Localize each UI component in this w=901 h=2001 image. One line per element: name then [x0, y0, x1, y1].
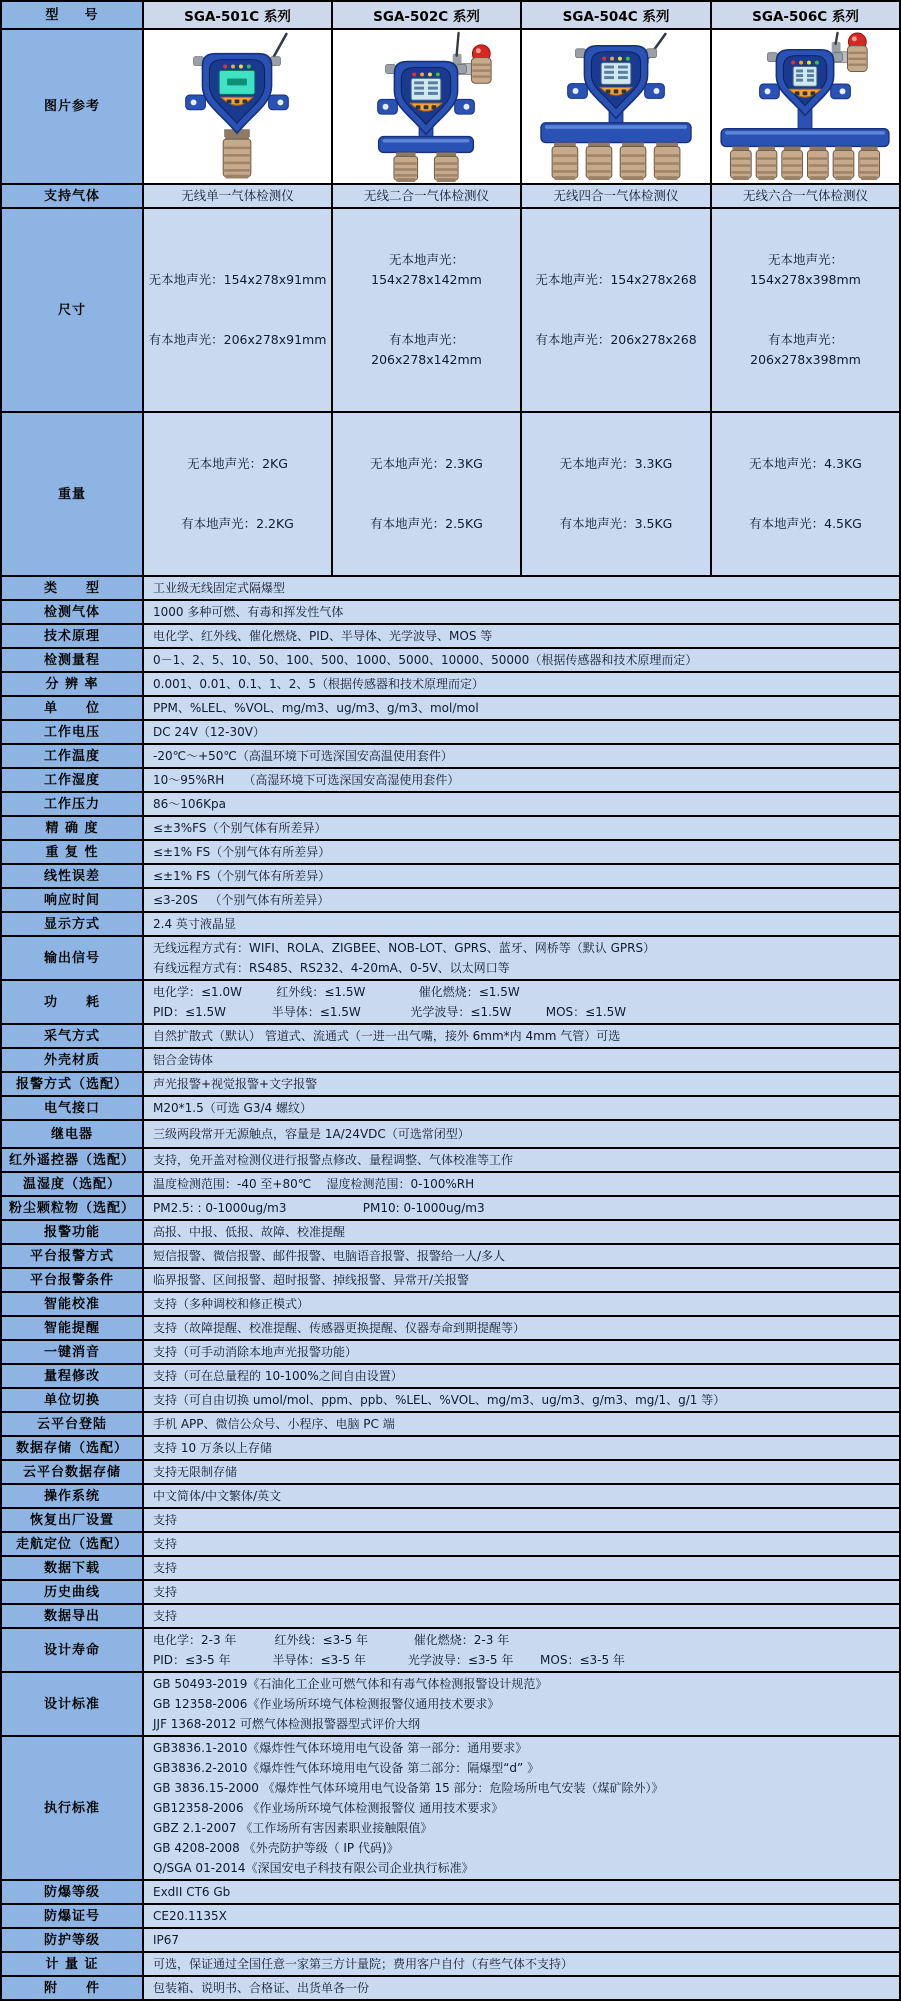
spec-value-line: 包装箱、说明书、合格证、出货单各一份	[153, 1981, 370, 1995]
spec-row-value	[143, 980, 900, 1024]
spec-row-label: 红外遥控器（选配）	[1, 1148, 143, 1172]
spec-row-value	[143, 936, 900, 980]
spec-row-value	[143, 840, 900, 864]
spec-row-value	[143, 1412, 900, 1436]
spec-row-label: 输出信号	[1, 936, 143, 980]
spec-row-value	[143, 1736, 900, 1880]
spec-row-label: 防爆证号	[1, 1904, 143, 1928]
spec-row-value	[143, 1244, 900, 1268]
spec-value-line: Q/SGA 01-2014《深国安电子科技有限公司企业执行标准》	[153, 1861, 474, 1875]
spec-row-history-curve	[1, 1580, 900, 1604]
spec-row-principle	[1, 624, 900, 648]
spec-row-smart-reminder	[1, 1316, 900, 1340]
spec-row-ir-remote	[1, 1148, 900, 1172]
spec-value-line: 支持	[153, 1561, 178, 1575]
spec-row-label: 智能校准	[1, 1292, 143, 1316]
spec-row-temp-humidity-opt	[1, 1172, 900, 1196]
spec-row-label: 工作压力	[1, 792, 143, 816]
spec-value-line: 临界报警、区间报警、超时报警、掉线报警、异常开/关报警	[153, 1273, 470, 1287]
spec-row-accessories	[1, 1976, 900, 2000]
device-image-cell	[143, 29, 332, 184]
weight-line: 无本地声光：4.3KG	[749, 456, 862, 471]
spec-row-shell	[1, 1048, 900, 1072]
supported-gas-value: 无线单一气体检测仪	[143, 184, 332, 208]
image-row-label: 图片参考	[1, 29, 143, 184]
spec-value-line: JJF 1368-2012 可燃气体检测报警器型式评价大纲	[153, 1717, 421, 1731]
spec-row-value	[143, 1024, 900, 1048]
weight-row-label: 重量	[1, 412, 143, 576]
spec-row-value	[143, 1604, 900, 1628]
spec-value-line: 支持无限制存储	[153, 1465, 238, 1479]
spec-row-dust	[1, 1196, 900, 1220]
spec-row-value	[143, 1436, 900, 1460]
weight-value	[143, 412, 332, 576]
spec-row-platform-alarm-mode	[1, 1244, 900, 1268]
spec-row-label: 单 位	[1, 696, 143, 720]
spec-row-label: 计 量 证	[1, 1952, 143, 1976]
spec-row-label: 精 确 度	[1, 816, 143, 840]
spec-row-smart-calibration	[1, 1292, 900, 1316]
spec-row-value	[143, 672, 900, 696]
spec-row-humidity	[1, 768, 900, 792]
spec-row-value	[143, 1120, 900, 1148]
image-reference-row	[1, 29, 900, 184]
size-value	[711, 208, 900, 412]
spec-row-power-consumption	[1, 980, 900, 1024]
spec-row-value	[143, 1172, 900, 1196]
spec-row-value	[143, 864, 900, 888]
spec-row-label: 附 件	[1, 1976, 143, 2000]
spec-row-relay	[1, 1120, 900, 1148]
spec-value-line: 0－1、2、5、10、50、100、500、1000、5000、10000、50000（根据传感器和技术原理而定）	[153, 653, 698, 667]
spec-row-sampling	[1, 1024, 900, 1048]
spec-row-label: 粉尘颗粒物（选配）	[1, 1196, 143, 1220]
spec-value-line: 电化学：2-3 年 红外线：≤3-5 年 催化燃烧：2-3 年	[153, 1633, 510, 1647]
spec-row-label: 云平台数据存储	[1, 1460, 143, 1484]
spec-row-detect-gas	[1, 600, 900, 624]
spec-row-value	[143, 1048, 900, 1072]
spec-value-line: 电化学：≤1.0W 红外线：≤1.5W 催化燃烧：≤1.5W	[153, 985, 520, 999]
spec-value-line: 支持，免开盖对检测仪进行报警点修改、量程调整、气体校准等工作	[153, 1153, 514, 1167]
weight-value	[332, 412, 521, 576]
spec-row-value	[143, 1388, 900, 1412]
spec-row-label: 防护等级	[1, 1928, 143, 1952]
spec-row-value	[143, 912, 900, 936]
spec-value-line: GB12358-2006 《作业场所环境气体检测报警仪 通用技术要求》	[153, 1801, 504, 1815]
weight-line: 有本地声光：2.2KG	[181, 516, 294, 531]
spec-row-label: 外壳材质	[1, 1048, 143, 1072]
spec-value-line: 支持	[153, 1537, 178, 1551]
spec-value-line: GB3836.2-2010《爆炸性气体环境用电气设备 第二部分：隔爆型“d” 》	[153, 1761, 540, 1775]
spec-value-line: GB 4208-2008 《外壳防护等级（ IP 代码)》	[153, 1841, 399, 1855]
spec-row-navigation	[1, 1532, 900, 1556]
spec-row-label: 类 型	[1, 576, 143, 600]
spec-value-line: PID：≤3-5 年 半导体：≤3-5 年 光学波导：≤3-5 年 MOS：≤3-5 年	[153, 1653, 625, 1667]
spec-row-label: 报警方式（选配）	[1, 1072, 143, 1096]
spec-row-os	[1, 1484, 900, 1508]
spec-value-line: 高报、中报、低报、故障、校准提醒	[153, 1225, 346, 1239]
weight-value	[521, 412, 711, 576]
spec-value-line: 支持	[153, 1609, 178, 1623]
size-line: 有本地声光：206x278x142mm	[371, 332, 482, 367]
size-line: 无本地声光：154x278x142mm	[371, 252, 482, 287]
supported-gas-value: 无线二合一气体检测仪	[332, 184, 521, 208]
model-column-sga-502c: SGA-502C 系列	[332, 1, 521, 29]
spec-row-value	[143, 792, 900, 816]
weight-line: 有本地声光：4.5KG	[749, 516, 862, 531]
spec-row-label: 设计标准	[1, 1672, 143, 1736]
spec-row-range-modify	[1, 1364, 900, 1388]
spec-row-alarm-mode	[1, 1072, 900, 1096]
spec-row-value	[143, 1292, 900, 1316]
spec-row-label: 走航定位（选配）	[1, 1532, 143, 1556]
spec-row-factory-reset	[1, 1508, 900, 1532]
spec-row-label: 工作温度	[1, 744, 143, 768]
spec-row-cloud-login	[1, 1412, 900, 1436]
spec-value-line: GB 3836.15-2000 《爆炸性气体环境用电气设备第 15 部分：危险场所电气安装（煤矿除外）》	[153, 1781, 664, 1795]
spec-value-line: ≤±3%FS（个别气体有所差异）	[153, 821, 327, 835]
spec-row-one-key-mute	[1, 1340, 900, 1364]
spec-row-label: 报警功能	[1, 1220, 143, 1244]
model-column-sga-506c: SGA-506C 系列	[711, 1, 900, 29]
spec-row-resolution	[1, 672, 900, 696]
spec-row-value	[143, 1484, 900, 1508]
spec-row-exproof-grade	[1, 1880, 900, 1904]
spec-row-data-storage	[1, 1436, 900, 1460]
spec-row-value	[143, 1508, 900, 1532]
spec-value-line: 三级两段常开无源触点，容量是 1A/24VDC（可选常闭型）	[153, 1127, 470, 1141]
spec-value-line: 电化学、红外线、催化燃烧、PID、半导体、光学波导、MOS 等	[153, 629, 493, 643]
spec-row-value	[143, 1148, 900, 1172]
spec-row-response-time	[1, 888, 900, 912]
device-image-cell	[521, 29, 711, 184]
spec-row-value	[143, 888, 900, 912]
spec-row-value	[143, 1952, 900, 1976]
spec-row-label: 功 耗	[1, 980, 143, 1024]
size-value	[332, 208, 521, 412]
spec-row-value	[143, 1196, 900, 1220]
spec-value-line: 短信报警、微信报警、邮件报警、电脑语音报警、报警给一人/多人	[153, 1249, 506, 1263]
spec-row-value	[143, 744, 900, 768]
spec-row-value	[143, 1268, 900, 1292]
spec-value-line: GB 12358-2006《作业场所环境气体检测报警仪通用技术要求》	[153, 1697, 500, 1711]
spec-row-cloud-storage	[1, 1460, 900, 1484]
size-line: 有本地声光：206x278x398mm	[750, 332, 861, 367]
spec-value-line: 10～95%RH （高湿环境下可选深国安高湿使用套件）	[153, 773, 460, 787]
device-image-sga-501c-icon	[144, 30, 331, 183]
spec-row-label: 电气接口	[1, 1096, 143, 1120]
size-line: 无本地声光：154x278x268	[535, 272, 697, 287]
spec-value-line: 86～106Kpa	[153, 797, 227, 811]
spec-value-line: 工业级无线固定式隔爆型	[153, 581, 286, 595]
spec-row-label: 历史曲线	[1, 1580, 143, 1604]
spec-value-line: PM2.5: : 0-1000ug/m3 PM10: 0-1000ug/m3	[153, 1201, 485, 1215]
spec-row-value	[143, 1880, 900, 1904]
spec-value-line: 中文简体/中文繁体/英文	[153, 1489, 282, 1503]
spec-row-temperature	[1, 744, 900, 768]
spec-value-line: PID：≤1.5W 半导体：≤1.5W 光学波导：≤1.5W MOS：≤1.5W	[153, 1005, 627, 1019]
size-line: 无本地声光：154x278x398mm	[750, 252, 861, 287]
spec-row-label: 云平台登陆	[1, 1412, 143, 1436]
spec-row-range	[1, 648, 900, 672]
device-image-sga-504c-icon	[523, 30, 710, 183]
spec-row-label: 温湿度（选配）	[1, 1172, 143, 1196]
spec-row-alarm-function	[1, 1220, 900, 1244]
spec-row-label: 工作电压	[1, 720, 143, 744]
spec-row-value	[143, 1072, 900, 1096]
spec-row-label: 工作湿度	[1, 768, 143, 792]
spec-row-label: 平台报警条件	[1, 1268, 143, 1292]
size-row	[1, 208, 900, 412]
spec-value-line: DC 24V（12-30V）	[153, 725, 265, 739]
spec-row-label: 继电器	[1, 1120, 143, 1148]
weight-row	[1, 412, 900, 576]
spec-value-line: 1000 多种可燃、有毒和挥发性气体	[153, 605, 344, 619]
spec-value-line: 支持（可手动消除本地声光报警功能）	[153, 1345, 358, 1359]
spec-row-platform-alarm-cond	[1, 1268, 900, 1292]
spec-row-label: 数据存储（选配）	[1, 1436, 143, 1460]
spec-row-value	[143, 1532, 900, 1556]
weight-line: 无本地声光：2KG	[187, 456, 288, 471]
spec-row-label: 重 复 性	[1, 840, 143, 864]
spec-value-line: ≤±1% FS（个别气体有所差异）	[153, 869, 331, 883]
spec-value-line: 支持	[153, 1513, 178, 1527]
spec-row-label: 单位切换	[1, 1388, 143, 1412]
spec-row-display	[1, 912, 900, 936]
spec-row-value	[143, 1904, 900, 1928]
supported-gas-label: 支持气体	[1, 184, 143, 208]
spec-row-design-standard	[1, 1672, 900, 1736]
spec-row-accuracy	[1, 816, 900, 840]
spec-row-value	[143, 816, 900, 840]
spec-row-label: 数据导出	[1, 1604, 143, 1628]
spec-value-line: 铝合金铸体	[153, 1053, 214, 1067]
spec-value-line: 支持	[153, 1585, 178, 1599]
spec-row-value	[143, 1672, 900, 1736]
spec-value-line: GBZ 2.1-2007 《工作场所有害因素职业接触限值》	[153, 1821, 433, 1835]
size-value	[521, 208, 711, 412]
spec-row-exec-standard	[1, 1736, 900, 1880]
spec-row-repeatability	[1, 840, 900, 864]
spec-row-linearity	[1, 864, 900, 888]
spec-value-line: 声光报警+视觉报警+文字报警	[153, 1077, 318, 1091]
spec-row-label: 智能提醒	[1, 1316, 143, 1340]
size-line: 有本地声光：206x278x91mm	[148, 332, 327, 347]
spec-row-label: 采气方式	[1, 1024, 143, 1048]
spec-row-value	[143, 576, 900, 600]
spec-row-label: 操作系统	[1, 1484, 143, 1508]
spec-row-value	[143, 1580, 900, 1604]
spec-row-label: 技术原理	[1, 624, 143, 648]
spec-row-data-download	[1, 1556, 900, 1580]
spec-value-line: ≤3-20S （个别气体有所差异）	[153, 893, 330, 907]
spec-value-line: -20℃～+50℃（高温环境下可选深国安高温使用套件）	[153, 749, 453, 763]
spec-row-metering-cert	[1, 1952, 900, 1976]
spec-row-label: 响应时间	[1, 888, 143, 912]
spec-row-value	[143, 768, 900, 792]
spec-row-output-signal	[1, 936, 900, 980]
model-column-sga-501c: SGA-501C 系列	[143, 1, 332, 29]
model-header-row	[1, 1, 900, 29]
spec-value-line: PPM、%LEL、%VOL、mg/m3、ug/m3、g/m3、mol/mol	[153, 701, 479, 715]
spec-value-line: 支持（可在总量程的 10-100%之间自由设置）	[153, 1369, 403, 1383]
spec-row-value	[143, 696, 900, 720]
spec-value-line: GB 50493-2019《石油化工企业可燃气体和有毒气体检测报警设计规范》	[153, 1677, 548, 1691]
supported-gas-value: 无线四合一气体检测仪	[521, 184, 711, 208]
spec-row-electric-interface	[1, 1096, 900, 1120]
spec-value-line: 支持（故障提醒、校准提醒、传感器更换提醒、仪器寿命到期提醒等）	[153, 1321, 526, 1335]
device-image-cell	[711, 29, 900, 184]
spec-row-value	[143, 1220, 900, 1244]
spec-row-unit	[1, 696, 900, 720]
spec-row-label: 数据下载	[1, 1556, 143, 1580]
spec-value-line: 无线远程方式有：WIFI、ROLA、ZIGBEE、NOB-LOT、GPRS、蓝牙、网桥等（默认 GPRS）	[153, 941, 656, 955]
spec-row-value	[143, 1364, 900, 1388]
weight-value	[711, 412, 900, 576]
spec-value-line: 可选，保证通过全国任意一家第三方计量院；费用客户自付（有些气体不支持）	[153, 1957, 574, 1971]
weight-line: 有本地声光：3.5KG	[559, 516, 673, 531]
spec-row-value	[143, 1556, 900, 1580]
spec-row-value	[143, 1096, 900, 1120]
model-column-sga-504c: SGA-504C 系列	[521, 1, 711, 29]
size-value	[143, 208, 332, 412]
spec-row-label: 显示方式	[1, 912, 143, 936]
spec-value-line: 支持（可自由切换 umol/mol、ppm、ppb、%LEL、%VOL、mg/m3、ug/m3、g/m3、mg/1、g/1 等）	[153, 1393, 726, 1407]
spec-value-line: M20*1.5（可选 G3/4 螺纹）	[153, 1101, 312, 1115]
spec-value-line: 2.4 英寸液晶显	[153, 917, 236, 931]
spec-row-label: 恢复出厂设置	[1, 1508, 143, 1532]
spec-row-value	[143, 648, 900, 672]
spec-row-type	[1, 576, 900, 600]
spec-value-line: ExdII CT6 Gb	[153, 1885, 231, 1899]
weight-line: 无本地声光：2.3KG	[370, 456, 483, 471]
spec-row-label: 线性误差	[1, 864, 143, 888]
spec-value-line: 温度检测范围：-40 至+80℃ 湿度检测范围：0-100%RH	[153, 1177, 475, 1191]
spec-row-label: 量程修改	[1, 1364, 143, 1388]
spec-value-line: 支持（多种调校和修正模式）	[153, 1297, 310, 1311]
spec-row-value	[143, 1340, 900, 1364]
spec-row-value	[143, 1460, 900, 1484]
spec-row-label: 分 辨 率	[1, 672, 143, 696]
weight-line: 有本地声光：2.5KG	[370, 516, 483, 531]
spec-value-line: CE20.1135X	[153, 1909, 227, 1923]
spec-value-line: ≤±1% FS（个别气体有所差异）	[153, 845, 331, 859]
spec-row-unit-switch	[1, 1388, 900, 1412]
device-image-cell	[332, 29, 521, 184]
size-line: 有本地声光：206x278x268	[535, 332, 697, 347]
spec-row-value	[143, 624, 900, 648]
device-image-sga-502c-icon	[333, 30, 520, 183]
spec-row-label: 设计寿命	[1, 1628, 143, 1672]
spec-table-body	[1, 1, 900, 2000]
spec-row-label: 平台报警方式	[1, 1244, 143, 1268]
spec-row-label: 防爆等级	[1, 1880, 143, 1904]
spec-row-value	[143, 720, 900, 744]
spec-value-line: 支持 10 万条以上存储	[153, 1441, 272, 1455]
model-header-label: 型 号	[1, 1, 143, 29]
spec-value-line: GB3836.1-2010《爆炸性气体环境用电气设备 第一部分：通用要求》	[153, 1741, 528, 1755]
supported-gas-row	[1, 184, 900, 208]
spec-row-label: 执行标准	[1, 1736, 143, 1880]
weight-line: 无本地声光：3.3KG	[559, 456, 673, 471]
spec-value-line: 有线远程方式有：RS485、RS232、4-20mA、0-5V、以太网口等	[153, 961, 510, 975]
spec-row-label: 检测气体	[1, 600, 143, 624]
spec-value-line: 0.001、0.01、0.1、1、2、5（根据传感器和技术原理而定）	[153, 677, 485, 691]
supported-gas-value: 无线六合一气体检测仪	[711, 184, 900, 208]
spec-row-data-export	[1, 1604, 900, 1628]
spec-row-exproof-cert	[1, 1904, 900, 1928]
size-line: 无本地声光：154x278x91mm	[148, 272, 327, 287]
spec-row-value	[143, 1628, 900, 1672]
spec-row-design-life	[1, 1628, 900, 1672]
spec-row-value	[143, 1928, 900, 1952]
spec-value-line: IP67	[153, 1933, 180, 1947]
spec-row-ip-grade	[1, 1928, 900, 1952]
spec-row-pressure	[1, 792, 900, 816]
spec-row-label: 检测量程	[1, 648, 143, 672]
spec-value-line: 手机 APP、微信公众号、小程序、电脑 PC 端	[153, 1417, 395, 1431]
spec-row-value	[143, 600, 900, 624]
spec-row-voltage	[1, 720, 900, 744]
spec-row-value	[143, 1316, 900, 1340]
spec-value-line: 自然扩散式（默认） 管道式、流通式（一进一出气嘴，接外 6mm*内 4mm 气管）可选	[153, 1029, 621, 1043]
spec-row-label: 一键消音	[1, 1340, 143, 1364]
size-row-label: 尺寸	[1, 208, 143, 412]
spec-row-value	[143, 1976, 900, 2000]
device-image-sga-506c-icon	[712, 30, 899, 183]
